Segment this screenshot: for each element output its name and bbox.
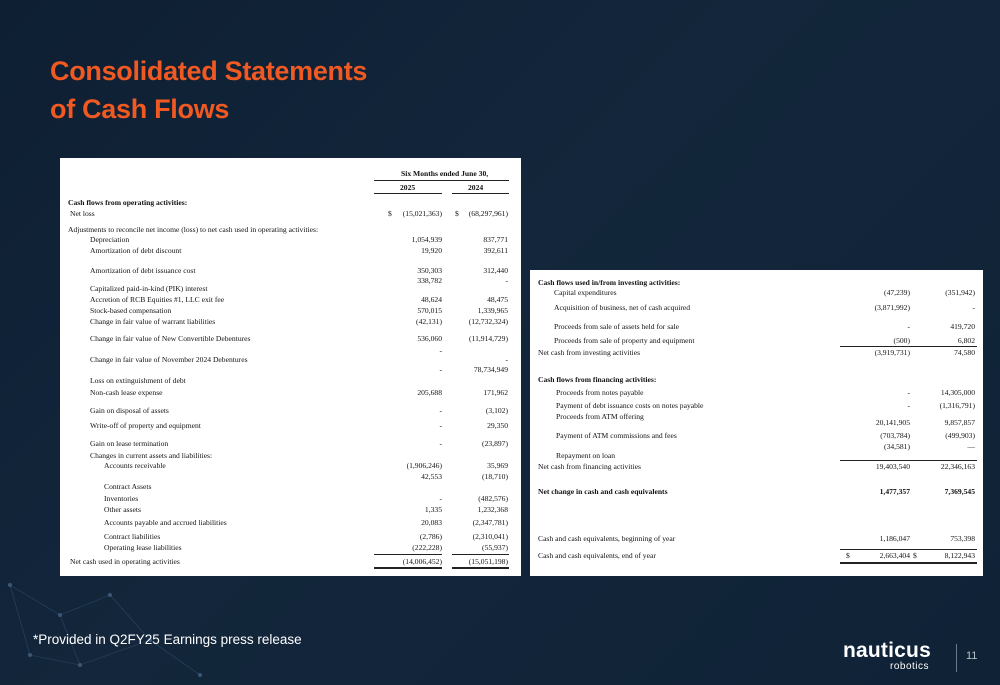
row-label: Gain on disposal of assets <box>90 406 169 415</box>
currency-symbol: $ <box>846 551 850 560</box>
value-col1: 2,663,404 <box>879 551 910 560</box>
value-col2: 9,857,857 <box>944 418 975 427</box>
subtotal-rule <box>910 460 977 461</box>
table-row <box>530 534 983 545</box>
value-col1: (703,784) <box>880 431 910 440</box>
table-row <box>530 431 983 442</box>
value-col1: (14,006,452) <box>402 557 442 566</box>
row-label: Amortization of debt discount <box>90 246 182 255</box>
value-col1: (222,228) <box>412 543 442 552</box>
value-col1: 536,060 <box>417 334 442 343</box>
footnote: *Provided in Q2FY25 Earnings press release <box>33 632 302 647</box>
row-label: Contract liabilities <box>104 532 161 541</box>
value-col2: (55,937) <box>482 543 508 552</box>
value-col2: (351,942) <box>945 288 975 297</box>
col2-year: 2024 <box>468 183 484 192</box>
row-label: Gain on lease termination <box>90 439 169 448</box>
value-col1: - <box>907 401 910 410</box>
table-row <box>60 461 521 472</box>
table-row <box>60 543 521 554</box>
row-label: Payment of ATM commissions and fees <box>556 431 677 440</box>
value-col1: 19,920 <box>421 246 442 255</box>
table-row <box>60 209 521 220</box>
value-col1: - <box>439 421 442 430</box>
table-row <box>530 322 983 333</box>
value-col1: 20,141,905 <box>875 418 910 427</box>
value-col2: 35,969 <box>487 461 508 470</box>
row-label: Net loss <box>70 209 95 218</box>
table-row <box>60 246 521 257</box>
value-col1: - <box>439 346 442 355</box>
value-col1: 20,083 <box>421 518 442 527</box>
value-col2: 22,346,163 <box>940 462 975 471</box>
row-label: Acquisition of business, net of cash acquired <box>554 303 691 312</box>
value-col1: - <box>907 322 910 331</box>
value-col1: 1,054,939 <box>411 235 442 244</box>
row-label: Cash and cash equivalents, beginning of year <box>538 534 676 543</box>
value-col2: 1,232,368 <box>477 505 508 514</box>
value-col1: (1,906,246) <box>406 461 442 470</box>
subtotal-rule <box>374 554 442 555</box>
table-row <box>530 388 983 399</box>
value-col1: (34,581) <box>884 442 910 451</box>
logo-subtitle: robotics <box>890 661 930 672</box>
page-number: 11 <box>966 650 978 662</box>
row-label: Payment of debt issuance costs on notes payable <box>556 401 704 410</box>
subtotal-rule <box>910 346 977 347</box>
row-label: Adjustments to reconcile net income (loss) to net cash used in operating activities: <box>68 225 319 234</box>
subtotal-rule <box>840 549 911 550</box>
year-rule-1 <box>374 193 442 194</box>
row-label: Contract Assets <box>104 482 152 491</box>
row-label: Changes in current assets and liabilities: <box>90 451 213 460</box>
value-col1: 1,477,357 <box>879 487 910 496</box>
table-row <box>60 235 521 246</box>
subtotal-rule <box>840 346 911 347</box>
value-col1: 42,553 <box>421 472 442 481</box>
subtotal-rule <box>452 554 509 555</box>
slide-title-line1: Consolidated Statements <box>50 56 368 86</box>
row-label: Accretion of RCB Equities #1, LLC exit fee <box>90 295 225 304</box>
year-rule-2 <box>452 193 509 194</box>
table-row <box>530 401 983 412</box>
value-col1: 338,782 <box>417 276 442 285</box>
value-col1: (3,871,992) <box>874 303 910 312</box>
value-col2: (499,903) <box>945 431 975 440</box>
table-row <box>60 334 521 345</box>
table-row <box>530 418 983 429</box>
value-col2: 7,369,545 <box>944 487 975 496</box>
value-col2: 171,962 <box>483 388 508 397</box>
row-label: Cash and cash equivalents, end of year <box>538 551 656 560</box>
total-double-rule <box>374 567 442 569</box>
header-rule <box>374 180 509 181</box>
value-col1: (42,131) <box>416 317 442 326</box>
row-label: Other assets <box>104 505 141 514</box>
currency-symbol: $ <box>388 209 392 218</box>
value-col2: 74,580 <box>954 348 975 357</box>
table-row <box>60 306 521 317</box>
value-col2: (1,316,791) <box>939 401 975 410</box>
value-col1: (15,021,363) <box>402 209 442 218</box>
slide-title <box>50 52 367 128</box>
value-col2: - <box>505 355 508 364</box>
value-col2: (482,576) <box>478 494 508 503</box>
value-col2: - <box>505 276 508 285</box>
row-label: Write-off of property and equipment <box>90 421 201 430</box>
value-col1: - <box>439 494 442 503</box>
row-label: Net cash from investing activities <box>538 348 641 357</box>
value-col1: - <box>439 406 442 415</box>
table-row <box>60 482 521 493</box>
value-col1: 350,303 <box>417 266 442 275</box>
value-col1: (500) <box>893 336 910 345</box>
period-header: Six Months ended June 30, <box>401 169 489 178</box>
row-label: Net cash used in operating activities <box>70 557 180 566</box>
value-col1: (47,239) <box>884 288 910 297</box>
row-label: Proceeds from sale of property and equipment <box>554 336 695 345</box>
row-label: Net change in cash and cash equivalents <box>538 487 668 496</box>
total-double-rule <box>910 562 977 564</box>
table-row <box>60 198 521 209</box>
value-col2: (2,310,041) <box>472 532 508 541</box>
table-row <box>530 487 983 498</box>
table-row <box>60 365 521 376</box>
value-col1: (3,919,731) <box>874 348 910 357</box>
subtotal-rule <box>840 460 911 461</box>
table-row <box>60 518 521 529</box>
value-col2: (23,897) <box>482 439 508 448</box>
value-col1: 1,335 <box>424 505 442 514</box>
value-col2: (2,347,781) <box>472 518 508 527</box>
table-row <box>60 388 521 399</box>
operating-activities-table <box>60 158 521 576</box>
col1-year: 2025 <box>400 183 416 192</box>
row-label: Accounts payable and accrued liabilities <box>104 518 227 527</box>
value-col1: 205,688 <box>417 388 442 397</box>
row-label: Cash flows from operating activities: <box>68 198 188 207</box>
row-label: Change in fair value of New Convertible Debentures <box>90 334 251 343</box>
table-row <box>60 376 521 387</box>
row-label: Proceeds from notes payable <box>556 388 644 397</box>
total-double-rule <box>840 562 911 564</box>
row-label: Inventories <box>104 494 139 503</box>
value-col2: 6,802 <box>957 336 975 345</box>
period-header-row <box>60 169 521 180</box>
value-col2: (68,297,961) <box>468 209 508 218</box>
value-col1: 48,624 <box>421 295 442 304</box>
table-row <box>60 317 521 328</box>
value-col1: 1,186,047 <box>879 534 910 543</box>
value-col2: 837,771 <box>483 235 508 244</box>
value-col2: (15,051,198) <box>468 557 508 566</box>
row-label: Capitalized paid-in-kind (PIK) interest <box>90 284 208 293</box>
row-label: Cash flows used in/from investing activities: <box>538 278 681 287</box>
value-col2: — <box>967 442 975 451</box>
row-label: Cash flows from financing activities: <box>538 375 657 384</box>
table-row <box>530 348 983 359</box>
table-row <box>60 284 521 295</box>
table-row <box>530 288 983 299</box>
row-label: Capital expenditures <box>554 288 617 297</box>
row-label: Proceeds from sale of assets held for sale <box>554 322 680 331</box>
table-row <box>530 551 983 562</box>
row-label: Net cash from financing activities <box>538 462 641 471</box>
value-col2: 8,122,943 <box>944 551 975 560</box>
value-col1: - <box>439 365 442 374</box>
company-logo <box>843 640 943 676</box>
table-row <box>530 303 983 314</box>
investing-financing-table <box>530 270 983 576</box>
table-row <box>60 494 521 505</box>
value-col2: 78,734,949 <box>473 365 508 374</box>
row-label: Depreciation <box>90 235 130 244</box>
value-col1: - <box>907 388 910 397</box>
value-col2: 419,720 <box>950 322 975 331</box>
value-col2: 753,398 <box>950 534 975 543</box>
table-row <box>60 406 521 417</box>
value-col2: 312,440 <box>483 266 508 275</box>
value-col2: (12,732,324) <box>468 317 508 326</box>
table-row <box>530 462 983 473</box>
row-label: Change in fair value of warrant liabilities <box>90 317 216 326</box>
table-row <box>530 375 983 386</box>
row-label: Change in fair value of November 2024 Debentures <box>90 355 248 364</box>
value-col2: 1,339,965 <box>477 306 508 315</box>
value-col2: (18,710) <box>482 472 508 481</box>
logo-wordmark: nauticus <box>843 639 931 662</box>
subtotal-rule <box>910 549 977 550</box>
table-row <box>60 295 521 306</box>
value-col2: 48,475 <box>487 295 508 304</box>
table-row <box>60 439 521 450</box>
value-col2: 392,611 <box>483 246 508 255</box>
total-double-rule <box>452 567 509 569</box>
value-col2: (3,102) <box>485 406 508 415</box>
slide-title-line2: of Cash Flows <box>50 94 230 124</box>
row-label: Amortization of debt issuance cost <box>90 266 196 275</box>
row-label: Proceeds from ATM offering <box>556 412 644 421</box>
currency-symbol: $ <box>455 209 459 218</box>
value-col2: 29,350 <box>487 421 508 430</box>
row-label: Stock-based compensation <box>90 306 172 315</box>
row-label: Operating lease liabilities <box>104 543 182 552</box>
value-col1: 19,403,540 <box>875 462 910 471</box>
logo-divider <box>956 644 957 672</box>
table-row <box>60 532 521 543</box>
value-col2: 14,305,000 <box>940 388 975 397</box>
table-row <box>60 421 521 432</box>
value-col1: - <box>439 439 442 448</box>
row-label: Repayment on loan <box>556 451 616 460</box>
value-col2: - <box>972 303 975 312</box>
value-col1: 570,015 <box>417 306 442 315</box>
value-col2: (11,914,729) <box>469 334 508 343</box>
row-label: Accounts receivable <box>104 461 166 470</box>
row-label: Loss on extinguishment of debt <box>90 376 186 385</box>
currency-symbol: $ <box>913 551 917 560</box>
row-label: Non-cash lease expense <box>90 388 163 397</box>
table-row <box>60 505 521 516</box>
value-col1: (2,786) <box>419 532 442 541</box>
